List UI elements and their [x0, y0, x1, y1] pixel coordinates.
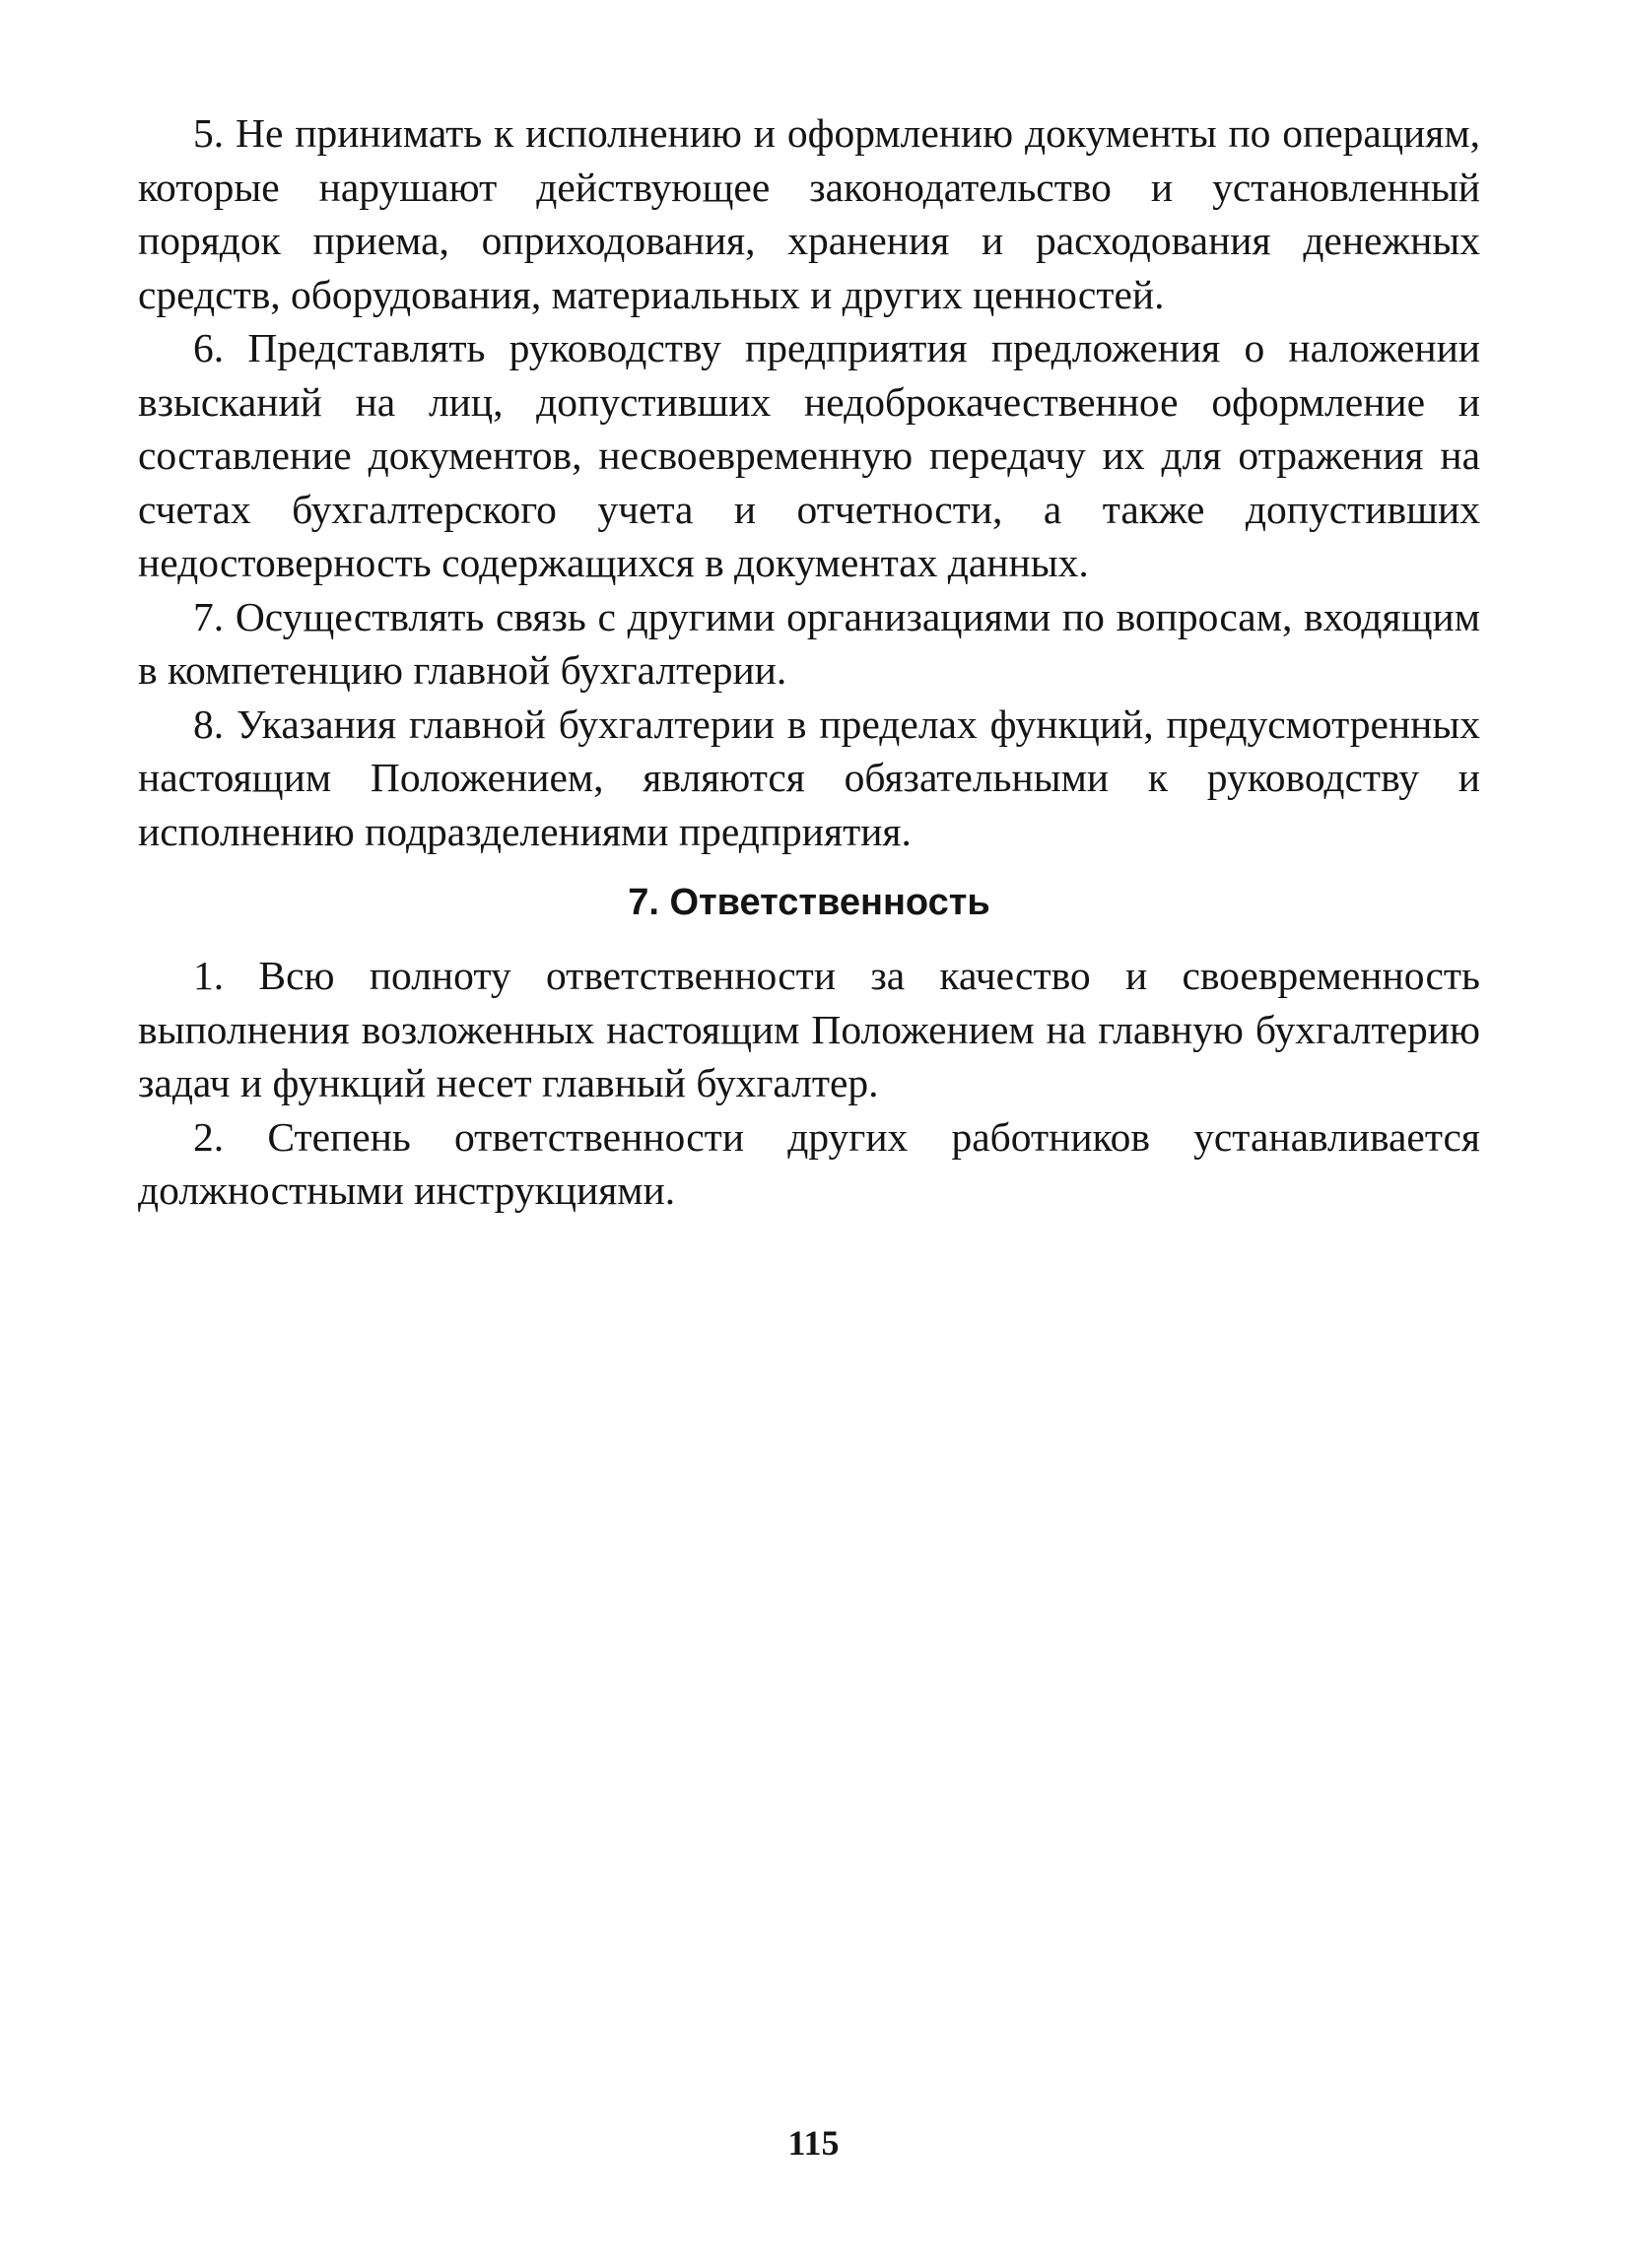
paragraph-responsibility-2: 2. Степень ответственности других работников устанавливается должностными инструкциями.: [138, 1113, 1480, 1213]
paragraph-responsibility-1: 1. Всю полноту ответственности за качество и своевременность выполнения возложенных настоящим Положением на главную бухгалтерию задач и функций несет главный бухгалтер.: [138, 953, 1480, 1105]
paragraph-item-7: 7. Осуществлять связь с другими организациями по вопросам, входящим в компетенцию главной бухгалтерии.: [138, 593, 1480, 693]
page-body: [138, 106, 1480, 1218]
paragraph-item-6: 6. Представлять руководству предприятия предложения о наложении взысканий на лиц, допустивших недоброкачественное оформление и составление документов, несвоевременную передачу их для отражения на счетах бухгалтерского учета и отчетности, а также допустивших недостоверность содержащихся в документах данных.: [138, 325, 1480, 585]
paragraph-item-5: 5. Не принимать к исполнению и оформлению документы по операциям, которые нарушают действующее законодательство и установленный порядок приема, оприходования, хранения и расходования денежных средств, оборудования, материальных и других ценностей.: [138, 110, 1480, 317]
page-number: 115: [787, 2123, 840, 2163]
section-heading: 7. Ответственность: [628, 882, 990, 923]
paragraph-item-8: 8. Указания главной бухгалтерии в пределах функций, предусмотренных настоящим Положением, являются обязательными к руководству и исполнению подразделениями предприятия.: [138, 700, 1480, 854]
